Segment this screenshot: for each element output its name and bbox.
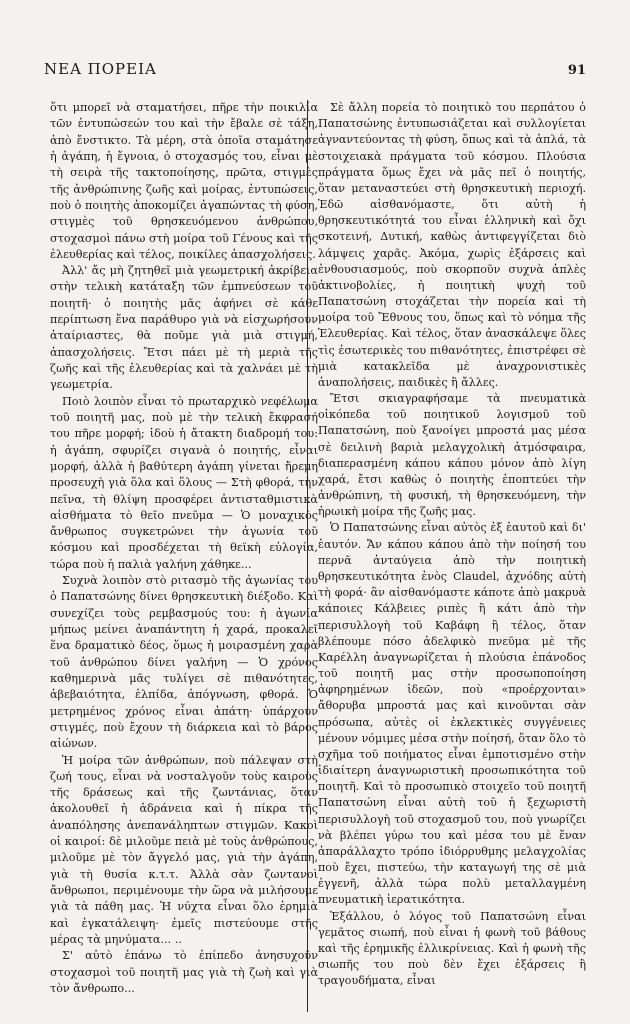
paragraph: Συχνὰ λοιπὸν στὸ ριτασμὸ τῆς ἀγωνίας του ὁ Παπατσώνης δίνει θρησκευτικὴ διέξοδο. Καὶ συνεχίζει τοὺς ρεμβασμούς του: ἡ ἀγωνία μήπως μείνει ἀναπάντητη ἡ χαρά, προκαλεῖ ἕνα δραματικὸ δέος, ὅμως ἡ μοιρασμένη χαρὰ τοῦ ἀνθρώπου δίνει γαλήνη — Ὁ χρόνος καθημερινὰ μᾶς τυλίγει σὲ πιθανότητες, ἀβεβαιότητα, ἐλπίδα, ἀπόγνωση, φθορά. Ὁ μετρημένος χρόνος εἶναι ἀπάτη· ὑπάρχουν στιγμές, ποὺ ἔχουν τὴ διάρκεια καὶ τὸ βάρος αἰώνων. [50,574,318,751]
column-divider [307,100,308,1012]
paragraph: Ὁ Παπατσώνης εἶναι αὐτὸς ἐξ ἑαυτοῦ καὶ δι' ἑαυτόν. Ἄν κάπου κάπου ἀπὸ τὴν ποίησή του περνᾶ ἀνταύγεια ἀπὸ τὴν ποιητικὴ θρησκευτικότητα ἑνὸς Claudel, ἀχνόδης αὐτὴ τὴ φορά· ἂν αἰσθανόμαστε κάποτε ἀπὸ μακρυὰ κάποιες Κάλβειες ριπὲς ἢ κάτι ἀπὸ τὴν περισυλλογὴ τοῦ Καβάφη ἢ τέλος, ὅταν βλέπουμε πόσο ἀδελφικὸ πνεῦμα μὲ τῆς Καρέλλη ἀναγνωρίζεται ἡ πλούσια ἐπάνοδος τοῦ ποιητῆ μας στὴν προσωποποίηση ἀφηρημένων ἰδεῶν, ποὺ «προέρχονται» ἄθορυβα μπροστά μας καὶ κινοῦνται σὰν πρόσωπα, αὐτὲς οἱ ἐκλεκτικὲς συγγένειες μένουν νόμιμες μέσα στὴν ποίησή, ὅταν ὅλο τὸ σχῆμα τοῦ ποιήματος εἶναι ἐμποτισμένο στὴν ἰδιαίτερη ἀναγνωριστικὴ προσωπικότητα τοῦ ποιητῆ. Καὶ τὸ προσωπικὸ στοιχεῖο τοῦ ποιητῆ Παπατσώνη εἶναι αὐτὴ τοῦ ἡ ξεχωριστὴ περισυλλογὴ τοῦ στοχασμοῦ του, ποὺ γνωρίζει νὰ βλέπει γύρω του καὶ μέσα του μὲ ἕναν ἀπαράλλαχτο τρόπο ἰδιόρρυθμης μελαγχολίας ποὺ ἔχει, πιστεύω, τὴν καταγωγή της σὲ μιὰ ἐγγενῆ, ἀλλὰ τώρα πολὺ μεταλλαγμένη πνευματικὴ ἱερατικότητα. [318,521,586,907]
paragraph: Ἐξάλλου, ὁ λόγος τοῦ Παπατσώνη εἶναι γεμᾶτος σιωπή, ποὺ εἶναι ἡ φωνὴ τοῦ βάθους καὶ τῆς ἐρημικῆς ἐλλικρίνειας. Καὶ ἡ φωνὴ τῆς σιωπῆς του ποὺ δὲν ἔχει ἐξάρσεις ἢ τραγουδήματα, εἶναι [318,909,586,988]
paragraph: Σὲ ἄλλη πορεία τὸ ποιητικὸ του περπάτου ὁ Παπατσώνης ἐντυπωσιάζεται καὶ συλλογίεται ἀγναντεύοντας τὴ φύση, ὅπως καὶ τὰ ἁπλά, τὰ στοιχειακὰ πράγματα τοῦ κόσμου. Πλούσια πράγματα ὅμως ἔχει νὰ μᾶς πεῖ ὁ ποιητής, ὅταν μεταναστεύει στὴ θρησκευτικὴ περιοχή. Ἐδῶ αἰσθανόμαστε, ὅτι αὐτὴ ἡ θρησκευτικότητά του εἶναι ἑλληνικὴ καὶ ὄχι σκοτεινή, Δυτική, καθὼς ἀντιφεγγίζεται διὸ λάμψεις χαρᾶς. Ἀκόμα, χωρὶς ἐξάρσεις καὶ ἐνθουσιασμούς, ποὺ σκορποῦν συχνὰ ἁπλὲς ἀκτινοβολίες, ἡ ποιητικὴ ψυχὴ τοῦ Παπατσώνη στοχάζεται τὴν πορεία καὶ τὴ μοίρα τοῦ Ἔθνους του, ὅπως καὶ τὸ νόημα τῆς Ἐλευθερίας. Καὶ τέλος, ὅταν ἀνασκάλεψε ὅλες τὶς ἐσωτερικὲς του πιθανότητες, ἐπιστρέφει σὲ μιὰ κατακλεῖδα μὲ ἀναχρονιστικὲς ἀναπολήσεις, παιδικὲς ἢ ἄλλες. [318,101,586,389]
paragraph: Ἀλλ' ἄς μὴ ζητηθεῖ μιὰ γεωμετρική ἀκρίβεια στὴν τελικὴ κατάταξη τῶν ἐμπνεύσεων τοῦ ποιητῆ· ὁ ποιητὴς μᾶς ἀφήνει σὲ κάθε περίπτωση ἕνα παράθυρο γιὰ νὰ εἰσχωρήσουν ἀταίριαστες, θὰ ποῦμε γιὰ μιὰ στιγμή, ἀπασχολήσεις. Ἔτσι πάει μὲ τὴ μεριὰ τῆς ζωῆς καὶ τῆς ἐλευθερίας καὶ τὰ χαλνάει μὲ τὴ γεωμετρία. [50,264,318,392]
running-title: ΝΕΑ ΠΟΡΕΙΑ [44,60,157,78]
paragraph: ὅτι μπορεῖ νὰ σταματήσει, πῆρε τὴν ποικιλία τῶν ἐντυπώσεών του καὶ τὴν ἔβαλε σὲ τάξη, ἀπὸ ἔνστικτο. Τὰ μέρη, στὰ ὁποῖα σταμάτησε ἡ ἀγάπη, ἡ ἔγνοια, ὁ στοχασμός του, εἶναι μὲ τὴ σειρὰ τῆς τακτοποίησης, πρῶτα, στιγμὲς τῆς ἀνθρώπινης ζωῆς καὶ μοίρας, ἐντυπώσεις, ποὺ ὁ ποιητὴς ἀποκομίζει ἀγαπώντας τὴ φύση, στιγμὲς τοῦ θρησκευόμενου ἀνθρώπου, στοχασμοὶ πάνω στὴ μοίρα τοῦ Γένους καὶ τῆς ἐλευθερίας καὶ τέλος, ποικίλες ἀπασχολήσεις. [50,101,318,261]
paragraph: Ἡ μοίρα τῶν ἀνθρώπων, ποὺ πάλεψαν στὴ ζωή τους, εἶναι νὰ νοσταλγοῦν τοὺς καιροὺς τῆς δράσεως καὶ τῆς ζωντάνιας, ὅταν ἀκολουθεῖ ἡ ἀδράνεια καὶ ἡ πίκρα τῆς ἀναπόλησης ἀνεπανάληπτων στιγμῶν. Κακοὶ οἱ καιροί: δὲ μιλοῦμε πειὰ μὲ τοὺς ἀνθρώπους, μιλοῦμε μὲ τὸν ἄγγελό μας, γιὰ τὴν ἀγάπη, γιὰ τὴ θυσία κ.τ.τ. Ἀλλὰ σὰν ζωντανοὶ ἄνθρωποι, περιμένουμε τὴν ὥρα νὰ μιλήσουμε γιὰ τὰ πάθη μας. Ἡ νύχτα εἶναι ὅλο ἐρημιὰ καὶ ἐγκατάλειψη· ἐμεῖς πιστεύουμε στῆς μέρας τὰ μηνύματα... .. [50,753,318,946]
paragraph: Σ' αὐτὸ ἐπάνω τὸ ἐπίπεδο ἀνησυχοῦν στοχασμοὶ τοῦ ποιητῆ μας γιὰ τὴ ζωὴ καὶ γιὰ τὸν ἄνθρωπο... [50,949,318,995]
paragraph: Ποιὸ λοιπὸν εἶναι τὸ πρωταρχικὸ νεφέλωμα τοῦ ποιητῆ μας, ποὺ μὲ τὴν τελικὴ ἔκφρασή του πῆρε μορφή; ἰδοὺ ἡ ἄτακτη διαδρομή του: ἡ ἀγάπη, σφυρίζει σιγανὰ ὁ ποιητής, εἶναι μορφή, ἀλλὰ ἡ βαθύτερη ἀγάπη γίνεται ἤρεμη προσευχὴ γιὰ ὅλα καὶ ὅλους — Στὴ φθορά, τὴν πεῖνα, τὴ θλίψη προσφέρει ἀντισταθμιστικὰ αἰσθήματα τὸ θεῖο πνεῦμα — Ὁ μοναχικὸς ἄνθρωπος συγκετρώνει τὴν ἀγωνία τοῦ κόσμου καὶ προσδέχεται τὴ θεϊκὴ εὐλογία, τώρα ποὺ ἡ παλιὰ γαλήνη χάθηκε... [50,394,318,571]
page-number: 91 [567,63,586,78]
left-column [50,100,318,997]
page-header [44,60,586,84]
right-column [318,100,586,989]
paragraph: Ἔτσι σκιαγραφήσαμε τὰ πνευματικὰ οἰκόπεδα τοῦ ποιητικοῦ λογισμοῦ τοῦ Παπατσώνη, ποὺ ξανοίγει μπροστά μας μέσα σὲ δειλινὴ βαριὰ μελαγχολικὴ ἀτμόσφαιρα, διαπερασμένη κάπου κάπου μόνον ἀπὸ λίγη χαρά, ἔτσι καθὼς ὁ ποιητὴς ἐποπτεύει τὴν ἀνθρώπινη, τὴ φυσική, τὴ θρησκευόμενη, τὴν ἡρωικὴ μοίρα τῆς ζωῆς μας. [318,392,586,519]
